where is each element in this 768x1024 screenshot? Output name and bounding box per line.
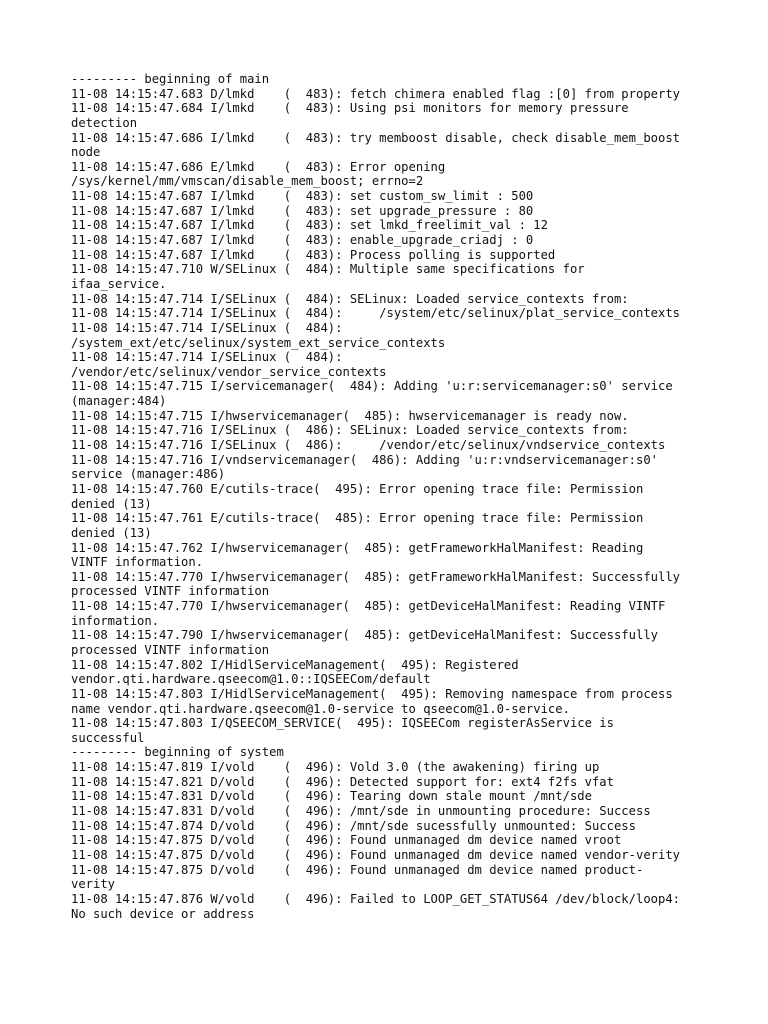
log-line: 11-08 14:15:47.714 I/SELinux ( 484): /system/etc/selinux/plat_service_contexts <box>71 306 681 321</box>
log-line: name vendor.qti.hardware.qseecom@1.0-service to qseecom@1.0-service. <box>71 701 570 716</box>
log-line: 11-08 14:15:47.715 I/servicemanager( 484): Adding 'u:r:servicemanager:s0' service <box>71 379 673 394</box>
log-line: /system_ext/etc/selinux/system_ext_service_contexts <box>71 335 446 350</box>
log-line: 11-08 14:15:47.803 I/HidlServiceManagement( 495): Removing namespace from process <box>71 686 673 701</box>
log-line: 11-08 14:15:47.875 D/vold ( 496): Found unmanaged dm device named product- <box>71 862 644 877</box>
log-line: 11-08 14:15:47.875 D/vold ( 496): Found unmanaged dm device named vendor-verity <box>71 847 681 862</box>
log-line: detection <box>71 115 138 130</box>
log-line: 11-08 14:15:47.716 I/vndservicemanager( 486): Adding 'u:r:vndservicemanager:s0' <box>71 452 658 467</box>
log-line: 11-08 14:15:47.876 W/vold ( 496): Failed to LOOP_GET_STATUS64 /dev/block/loop4: <box>71 891 681 906</box>
log-line: denied (13) <box>71 496 152 511</box>
log-line: 11-08 14:15:47.716 I/SELinux ( 486): /vendor/etc/selinux/vndservice_contexts <box>71 438 666 453</box>
log-line: 11-08 14:15:47.684 I/lmkd ( 483): Using psi monitors for memory pressure <box>71 101 629 116</box>
log-document <box>71 72 711 921</box>
log-line: (manager:484) <box>71 394 167 409</box>
log-line: 11-08 14:15:47.687 I/lmkd ( 483): set upgrade_pressure : 80 <box>71 203 534 218</box>
log-line: No such device or address <box>71 906 255 921</box>
log-line: 11-08 14:15:47.714 I/SELinux ( 484): <box>71 320 343 335</box>
log-line: processed VINTF information <box>71 584 270 599</box>
log-line: 11-08 14:15:47.761 E/cutils-trace( 485): Error opening trace file: Permission <box>71 511 644 526</box>
log-line: ifaa_service. <box>71 276 167 291</box>
log-line: 11-08 14:15:47.874 D/vold ( 496): /mnt/sde sucessfully unmounted: Success <box>71 818 636 833</box>
log-line: vendor.qti.hardware.qseecom@1.0::IQSEECom/default <box>71 672 431 687</box>
log-line: 11-08 14:15:47.770 I/hwservicemanager( 485): getDeviceHalManifest: Reading VINTF <box>71 599 666 614</box>
log-line: 11-08 14:15:47.831 D/vold ( 496): Tearing down stale mount /mnt/sde <box>71 789 592 804</box>
log-line: 11-08 14:15:47.760 E/cutils-trace( 495): Error opening trace file: Permission <box>71 481 644 496</box>
log-line: information. <box>71 613 160 628</box>
log-line: 11-08 14:15:47.821 D/vold ( 496): Detected support for: ext4 f2fs vfat <box>71 774 614 789</box>
log-line: 11-08 14:15:47.687 I/lmkd ( 483): enable_upgrade_criadj : 0 <box>71 233 534 248</box>
log-line: processed VINTF information <box>71 642 270 657</box>
log-line: 11-08 14:15:47.803 I/QSEECOM_SERVICE( 495): IQSEECom registerAsService is <box>71 716 614 731</box>
log-line: 11-08 14:15:47.687 I/lmkd ( 483): set custom_sw_limit : 500 <box>71 189 534 204</box>
log-line: 11-08 14:15:47.710 W/SELinux ( 484): Multiple same specifications for <box>71 262 585 277</box>
log-line: denied (13) <box>71 525 152 540</box>
log-line: successful <box>71 730 145 745</box>
log-line: 11-08 14:15:47.687 I/lmkd ( 483): set lmkd_freelimit_val : 12 <box>71 218 548 233</box>
log-line: 11-08 14:15:47.686 I/lmkd ( 483): try memboost disable, check disable_mem_boost <box>71 130 681 145</box>
log-line: 11-08 14:15:47.715 I/hwservicemanager( 485): hwservicemanager is ready now. <box>71 408 629 423</box>
log-line: 11-08 14:15:47.714 I/SELinux ( 484): SELinux: Loaded service_contexts from: <box>71 291 629 306</box>
log-line: node <box>71 145 101 160</box>
log-line: 11-08 14:15:47.714 I/SELinux ( 484): <box>71 350 343 365</box>
log-line: 11-08 14:15:47.770 I/hwservicemanager( 485): getFrameworkHalManifest: Successfully <box>71 569 681 584</box>
log-line: 11-08 14:15:47.819 I/vold ( 496): Vold 3.0 (the awakening) firing up <box>71 760 600 775</box>
log-line: --------- beginning of system <box>71 745 284 760</box>
log-line: 11-08 14:15:47.683 D/lmkd ( 483): fetch chimera enabled flag :[0] from property <box>71 86 681 101</box>
log-line: 11-08 14:15:47.762 I/hwservicemanager( 485): getFrameworkHalManifest: Reading <box>71 540 644 555</box>
log-line: 11-08 14:15:47.802 I/HidlServiceManagement( 495): Registered <box>71 657 519 672</box>
log-line: 11-08 14:15:47.790 I/hwservicemanager( 485): getDeviceHalManifest: Successfully <box>71 628 658 643</box>
log-line: 11-08 14:15:47.831 D/vold ( 496): /mnt/sde in unmounting procedure: Success <box>71 804 651 819</box>
log-line: 11-08 14:15:47.687 I/lmkd ( 483): Process polling is supported <box>71 247 556 262</box>
log-line: service (manager:486) <box>71 467 226 482</box>
log-line: VINTF information. <box>71 555 204 570</box>
log-line: /sys/kernel/mm/vmscan/disable_mem_boost; errno=2 <box>71 174 424 189</box>
log-line: /vendor/etc/selinux/vendor_service_contexts <box>71 364 387 379</box>
log-line: --------- beginning of main <box>71 72 270 86</box>
log-line: 11-08 14:15:47.716 I/SELinux ( 486): SELinux: Loaded service_contexts from: <box>71 423 629 438</box>
log-line: verity <box>71 877 116 892</box>
log-line: 11-08 14:15:47.686 E/lmkd ( 483): Error opening <box>71 159 446 174</box>
log-line: 11-08 14:15:47.875 D/vold ( 496): Found unmanaged dm device named vroot <box>71 833 622 848</box>
